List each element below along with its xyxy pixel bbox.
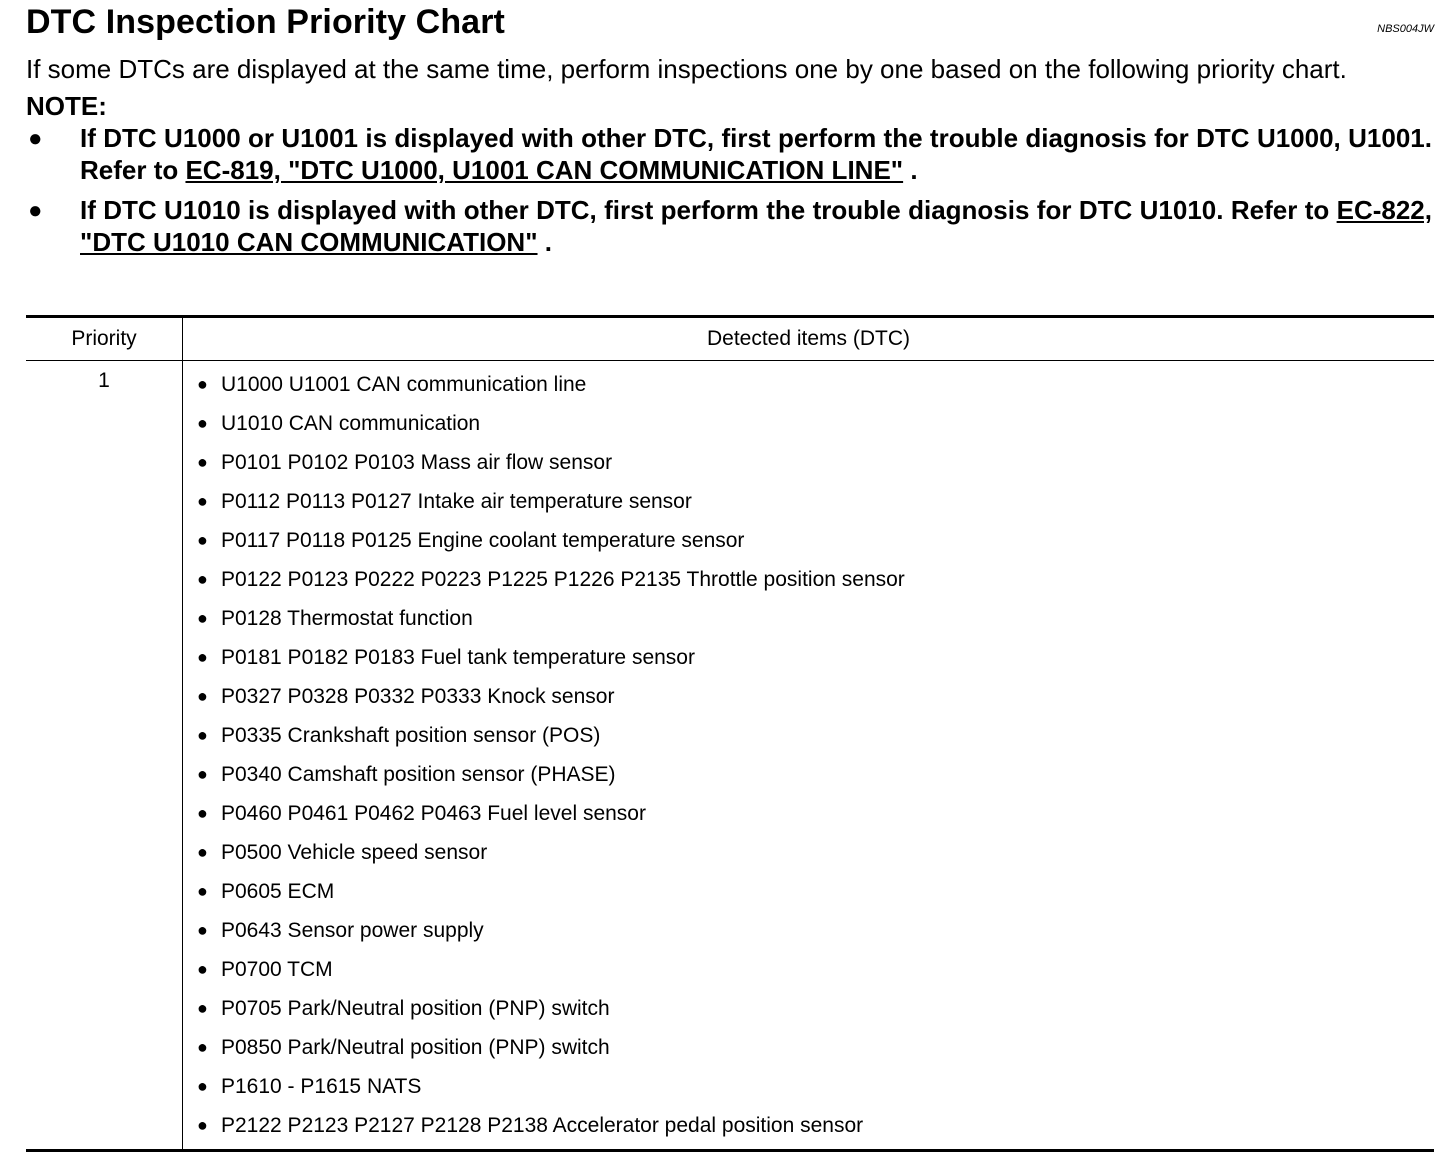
bullet-icon: ● xyxy=(197,1076,208,1096)
page-title: DTC Inspection Priority Chart xyxy=(26,3,505,41)
list-item xyxy=(197,521,1434,560)
list-item xyxy=(197,911,1434,950)
list-item xyxy=(197,404,1434,443)
dtc-item-text: P0327 P0328 P0332 P0333 Knock sensor xyxy=(221,685,615,708)
list-item xyxy=(197,716,1434,755)
priority-value: 1 xyxy=(26,361,183,1151)
bullet-icon: ● xyxy=(28,125,43,152)
dtc-item-text: P0112 P0113 P0127 Intake air temperature sensor xyxy=(221,490,692,513)
note-item-can-communication xyxy=(26,194,1432,258)
dtc-item-text: P0117 P0118 P0125 Engine coolant temperature sensor xyxy=(221,529,745,552)
header-detected-items: Detected items (DTC) xyxy=(706,327,911,350)
bullet-icon: ● xyxy=(197,608,208,628)
list-item xyxy=(197,560,1434,599)
note-heading: NOTE: xyxy=(26,91,107,121)
list-item xyxy=(197,755,1434,794)
bullet-icon: ● xyxy=(197,998,208,1018)
list-item xyxy=(197,1028,1434,1067)
bullet-icon: ● xyxy=(197,569,208,589)
intro-paragraph: If some DTCs are displayed at the same time, perform inspections one by one based on the following priority chart. xyxy=(26,54,1347,84)
dtc-item-text: P0101 P0102 P0103 Mass air flow sensor xyxy=(221,451,613,474)
list-item xyxy=(197,677,1434,716)
dtc-item-text: P0850 Park/Neutral position (PNP) switch xyxy=(221,1036,610,1059)
list-item xyxy=(197,365,1434,404)
bullet-icon: ● xyxy=(197,920,208,940)
reference-link-ec-819[interactable]: EC-819, "DTC U1000, U1001 CAN COMMUNICATION LINE" xyxy=(185,155,904,185)
bullet-icon: ● xyxy=(197,374,208,394)
dtc-item-text: P0122 P0123 P0222 P0223 P1225 P1226 P2135 Throttle position sensor xyxy=(221,568,905,591)
bullet-icon: ● xyxy=(197,530,208,550)
dtc-item-text: P0460 P0461 P0462 P0463 Fuel level sensor xyxy=(221,802,646,825)
list-item xyxy=(197,1106,1434,1145)
bullet-icon: ● xyxy=(28,197,43,224)
document-code: NBS004JW xyxy=(1377,23,1434,35)
reference-link-ec-822[interactable]: EC-822, "DTC U1010 CAN COMMUNICATION" xyxy=(80,195,1432,257)
dtc-item-text: P1610 - P1615 NATS xyxy=(221,1075,422,1098)
note-text-end: . xyxy=(903,155,918,185)
bullet-icon: ● xyxy=(197,686,208,706)
note-text: If DTC U1000 or U1001 is displayed with other DTC, first perform the trouble diagnosis for DTC U1000, U1001. Refer to xyxy=(80,123,1432,185)
document-page xyxy=(26,0,1434,1137)
dtc-list xyxy=(197,365,1434,1145)
bullet-icon: ● xyxy=(197,647,208,667)
note-text: If DTC U1010 is displayed with other DTC, first perform the trouble diagnosis for DTC U1010. Refer to xyxy=(80,195,1337,225)
bullet-icon: ● xyxy=(197,413,208,433)
dtc-item-text: U1010 CAN communication xyxy=(221,412,481,435)
dtc-item-text: P0605 ECM xyxy=(221,880,335,903)
bullet-icon: ● xyxy=(197,1037,208,1057)
dtc-item-text: P0700 TCM xyxy=(221,958,333,981)
list-item xyxy=(197,872,1434,911)
table-header xyxy=(26,317,1434,361)
list-item xyxy=(197,950,1434,989)
list-item xyxy=(197,833,1434,872)
bullet-icon: ● xyxy=(197,764,208,784)
list-item xyxy=(197,443,1434,482)
list-item xyxy=(197,794,1434,833)
bullet-icon: ● xyxy=(197,1115,208,1135)
list-item xyxy=(197,1067,1434,1106)
list-item xyxy=(197,599,1434,638)
bullet-icon: ● xyxy=(197,725,208,745)
table-body xyxy=(26,361,1434,1151)
note-list xyxy=(26,122,1434,258)
dtc-item-text: P2122 P2123 P2127 P2128 P2138 Accelerator pedal position sensor xyxy=(221,1114,864,1137)
dtc-item-text: P0705 Park/Neutral position (PNP) switch xyxy=(221,997,610,1020)
note-text-end: . xyxy=(537,227,552,257)
bullet-icon: ● xyxy=(197,959,208,979)
dtc-item-text: U1000 U1001 CAN communication line xyxy=(221,373,587,396)
bullet-icon: ● xyxy=(197,842,208,862)
table-row xyxy=(26,361,1434,1151)
list-item xyxy=(197,638,1434,677)
bullet-icon: ● xyxy=(197,803,208,823)
bullet-icon: ● xyxy=(197,491,208,511)
title-row xyxy=(26,0,1434,46)
bullet-icon: ● xyxy=(197,881,208,901)
dtc-item-text: P0340 Camshaft position sensor (PHASE) xyxy=(221,763,616,786)
bullet-icon: ● xyxy=(197,452,208,472)
dtc-item-text: P0500 Vehicle speed sensor xyxy=(221,841,488,864)
list-item xyxy=(197,989,1434,1028)
list-item xyxy=(197,482,1434,521)
dtc-item-text: P0128 Thermostat function xyxy=(221,607,473,630)
dtc-item-text: P0643 Sensor power supply xyxy=(221,919,484,942)
note-item-can-line xyxy=(26,122,1432,186)
dtc-item-text: P0335 Crankshaft position sensor (POS) xyxy=(221,724,601,747)
dtc-item-text: P0181 P0182 P0183 Fuel tank temperature sensor xyxy=(221,646,695,669)
detected-items-cell xyxy=(183,361,1435,1151)
table-header-row xyxy=(26,317,1434,361)
header-priority: Priority xyxy=(26,317,183,361)
dtc-priority-table xyxy=(26,315,1434,1152)
